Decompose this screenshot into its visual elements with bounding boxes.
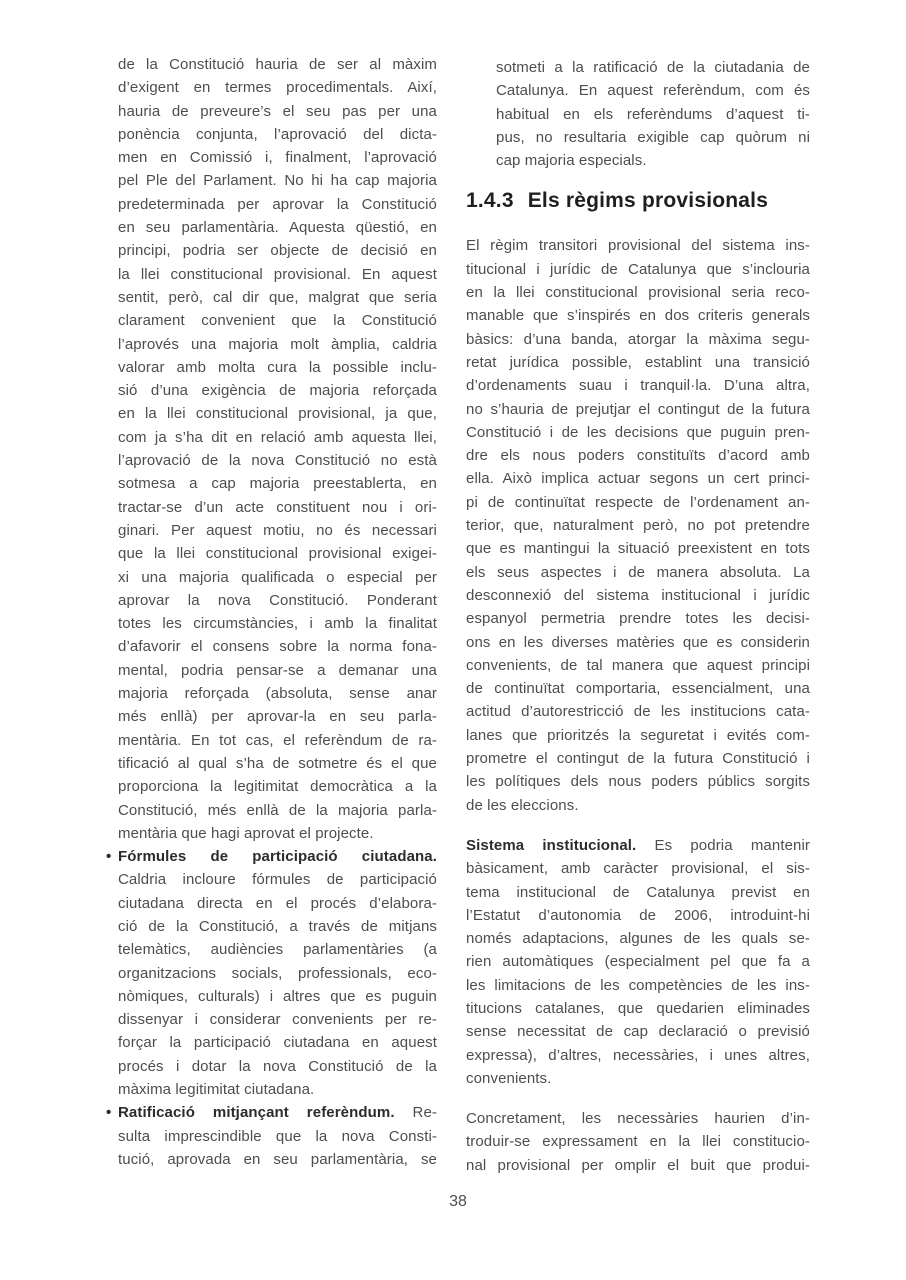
text-line: sió d’una exigència de majoria reforçada (118, 382, 437, 400)
section-heading-title: Els règims provisionals (527, 189, 769, 213)
text-line: Concretament, les necessàries haurien d’in- (466, 1110, 810, 1128)
paragraph-bullet-continuation-right (466, 56, 810, 172)
text-line: en la llei constitucional provisional seria reco- (466, 284, 810, 302)
text-line: els seus aspectes i de manera absoluta. La (466, 563, 810, 581)
text-line: dissenyar i considerar convenients per re- (118, 1011, 437, 1029)
text-line: dre els nous poders constituïts d’acord amb (466, 447, 810, 465)
text-line: sulta imprescindible que la nova Consti- (118, 1127, 437, 1145)
text-line: prometre el contingut de la futura Constitució i (466, 750, 810, 768)
text-line: sotmeti a la ratificació de la ciutadania de (496, 59, 810, 76)
text-line: El règim transitori provisional del sistema ins- (466, 237, 810, 255)
text-line: sentit, però, cal dir que, malgrat que seria (118, 288, 437, 306)
text-line: pi de continuïtat respecte de l’ordenament an- (466, 493, 810, 511)
text-line: les polítiques dels nous poders públics sorgits (466, 773, 810, 791)
text-line: troduir-se expressament en la llei constitucio- (466, 1133, 810, 1151)
text-line: que es mantingui la situació preexistent en tots (466, 540, 810, 558)
text-line: en seu parlamentària. Aquesta qüestió, en (118, 219, 437, 237)
text-line: ponència conjunta, l’aprovació del dicta- (118, 125, 437, 143)
text-line: proporciona la legitimitat democràtica a la (118, 778, 437, 796)
text-line: convenients. (466, 1069, 552, 1087)
text-line: més enllà) per aprovar-la en seu parla- (118, 708, 437, 726)
text-line: sense necessitat de cap declaració o previsió (466, 1023, 810, 1041)
text-column-left (106, 53, 437, 1171)
text-line: rien automàtiques (especialment pel que fa a (466, 953, 810, 971)
text-line: mental, podria pensar-se a demanar una (118, 661, 437, 679)
paragraph-sistema-institucional (466, 834, 810, 1090)
text-line: totes les circumstàncies, i amb la finalitat (118, 615, 437, 633)
text-line: clarament convenient que la Constitució (118, 312, 437, 330)
text-line: d’ordenaments suau i tranquil·la. D’una altra, (466, 377, 810, 395)
text-line: l’aprovés una majoria molt àmplia, caldria (118, 335, 437, 353)
text-line: aprovar la nova Constitució. Ponderant (118, 591, 437, 609)
bullet-text-ratificacio (118, 1101, 437, 1171)
text-line: de la Constitució hauria de ser al màxim (118, 56, 437, 73)
text-line: telemàtics, audiències parlamentàries (a (118, 941, 437, 959)
text-line: pel Ple del Parlament. No hi ha cap majoria (118, 172, 437, 190)
text-line: Caldria incloure fórmules de participació (118, 871, 437, 889)
text-line: ció de la Constitució, a través de mitjans (118, 917, 437, 935)
text-line: de les eleccions. (466, 796, 579, 814)
bullet-text-formules (118, 845, 437, 1101)
section-heading-number: 1.4.3 (466, 189, 514, 213)
text-column-right (466, 56, 810, 1194)
text-line: lanes que prioritzés la seguretat i evités com- (466, 726, 810, 744)
text-line: tució, aprovada en seu parlamentària, se (118, 1150, 437, 1168)
text-line: d’afavorir el consens sobre la norma fona- (118, 638, 437, 656)
text-line: cap majoria especials. (496, 152, 647, 170)
text-line: expressa), d’altres, necessàries, i unes altres, (466, 1046, 810, 1064)
text-line: tema institucional de Catalunya previst en (466, 883, 810, 901)
text-line: mentària que hagi aprovat el projecte. (118, 824, 374, 842)
text-line: la llei constitucional provisional. En aquest (118, 265, 437, 283)
page-number: 38 (449, 1193, 467, 1210)
text-line: bàsics: d’una banda, atorgar la màxima segu- (466, 330, 810, 348)
text-line: procés i dotar la nova Constitució de la (118, 1057, 437, 1075)
text-line: Fórmules de participació ciutadana. (118, 848, 437, 866)
text-line: només adaptacions, algunes de les quals se- (466, 930, 810, 948)
paragraph-concretament (466, 1107, 810, 1177)
bullet-item-formules (106, 845, 437, 1101)
text-line: que la llei constitucional provisional exigei- (118, 545, 437, 563)
text-line: no s’hauria de prejutjar el contingut de la futura (466, 400, 810, 418)
text-line: desconnexió del sistema institucional i jurídic (466, 586, 810, 604)
text-line: titucional i jurídic de Catalunya que s’inclouria (466, 260, 810, 278)
text-line: manable que s’inspirés en dos criteris generals (466, 307, 810, 325)
text-line: valorar amb molta cura la possible inclu- (118, 358, 437, 376)
text-line: xi una majoria qualificada o especial per (118, 568, 437, 586)
text-line: ginari. Per aquest motiu, no és necessari (118, 521, 437, 539)
text-line: en la llei constitucional provisional, ja que, (118, 405, 437, 423)
section-heading (466, 188, 810, 214)
text-line: convenients, de tal manera que aquest principi (466, 656, 810, 674)
text-line: ciutadana directa en el procés d’elabora- (118, 894, 437, 912)
text-line: tractar-se d’un acte constituent nou i ori- (118, 498, 437, 516)
paragraph-continuation-left (118, 53, 437, 845)
bullet-marker-icon: • (106, 1104, 112, 1122)
text-line: ons en les diverses matèries que es considerin (466, 633, 810, 651)
text-line: d’exigent en termes procedimentals. Així, (118, 79, 437, 97)
text-line: les limitacions de les competències de les ins- (466, 976, 810, 994)
text-line: majoria reforçada (absoluta, sense anar (118, 685, 437, 703)
text-line: l’Estatut d’autonomia de 2006, introduint-hi (466, 906, 810, 924)
text-line: ella. Això implica actuar segons un cert princi- (466, 470, 810, 488)
text-line: habitual en els referèndums d’aquest ti- (496, 105, 810, 123)
text-line: nal provisional per omplir el buit que produi- (466, 1156, 810, 1174)
text-line: retat jurídica possible, establint una transició (466, 353, 810, 371)
paragraph-regim-transitori (466, 234, 810, 816)
text-line: hauria de preveure’s el seu pas per una (118, 102, 437, 120)
bullet-marker-icon: • (106, 848, 112, 866)
text-line: l’aprovació de la nova Constitució no està (118, 452, 437, 470)
bullet-item-ratificacio (106, 1101, 437, 1171)
text-line: Ratificació mitjançant referèndum. Re- (118, 1104, 437, 1122)
text-line: com ja s’ha dit en relació amb aquesta llei, (118, 428, 437, 446)
text-line: forçar la participació ciutadana en aquest (118, 1034, 437, 1052)
text-line: bàsicament, amb caràcter provisional, el sis- (466, 860, 810, 878)
text-line: Constitució, més enllà de la majoria parla- (118, 801, 437, 819)
text-line: sotmesa a cap majoria preestablerta, en (118, 475, 437, 493)
text-line: tificació al qual s’ha de sotmetre és el que (118, 754, 437, 772)
text-line: Catalunya. En aquest referèndum, com és (496, 82, 810, 100)
text-line: principi, podria ser objecte de decisió en (118, 242, 437, 260)
text-line: màxima legitimitat ciutadana. (118, 1081, 315, 1099)
text-line: nòmiques, culturals) i altres que es puguin (118, 987, 437, 1005)
text-line: Constitució i de les decisions que puguin pren- (466, 423, 810, 441)
text-line: Sistema institucional. Es podria mantenir (466, 836, 810, 854)
text-line: titucions catalanes, que quedarien eliminades (466, 999, 810, 1017)
text-line: terior, que, naturalment però, no pot pretendre (466, 517, 810, 535)
text-line: predeterminada per aprovar la Constitució (118, 195, 437, 213)
text-line: mentària. En tot cas, el referèndum de ra- (118, 731, 437, 749)
text-line: actitud d’autorestricció de les institucions cata- (466, 703, 810, 721)
text-line: men en Comissió i, finalment, l’aprovació (118, 149, 437, 167)
text-line: de continuïtat comportaria, essencialment, una (466, 680, 810, 698)
text-line: espanyol permetria prendre totes les decisi- (466, 610, 810, 628)
text-line: pus, no resultaria exigible cap quòrum ni (496, 128, 810, 146)
text-line: organitzacions socials, professionals, eco- (118, 964, 437, 982)
